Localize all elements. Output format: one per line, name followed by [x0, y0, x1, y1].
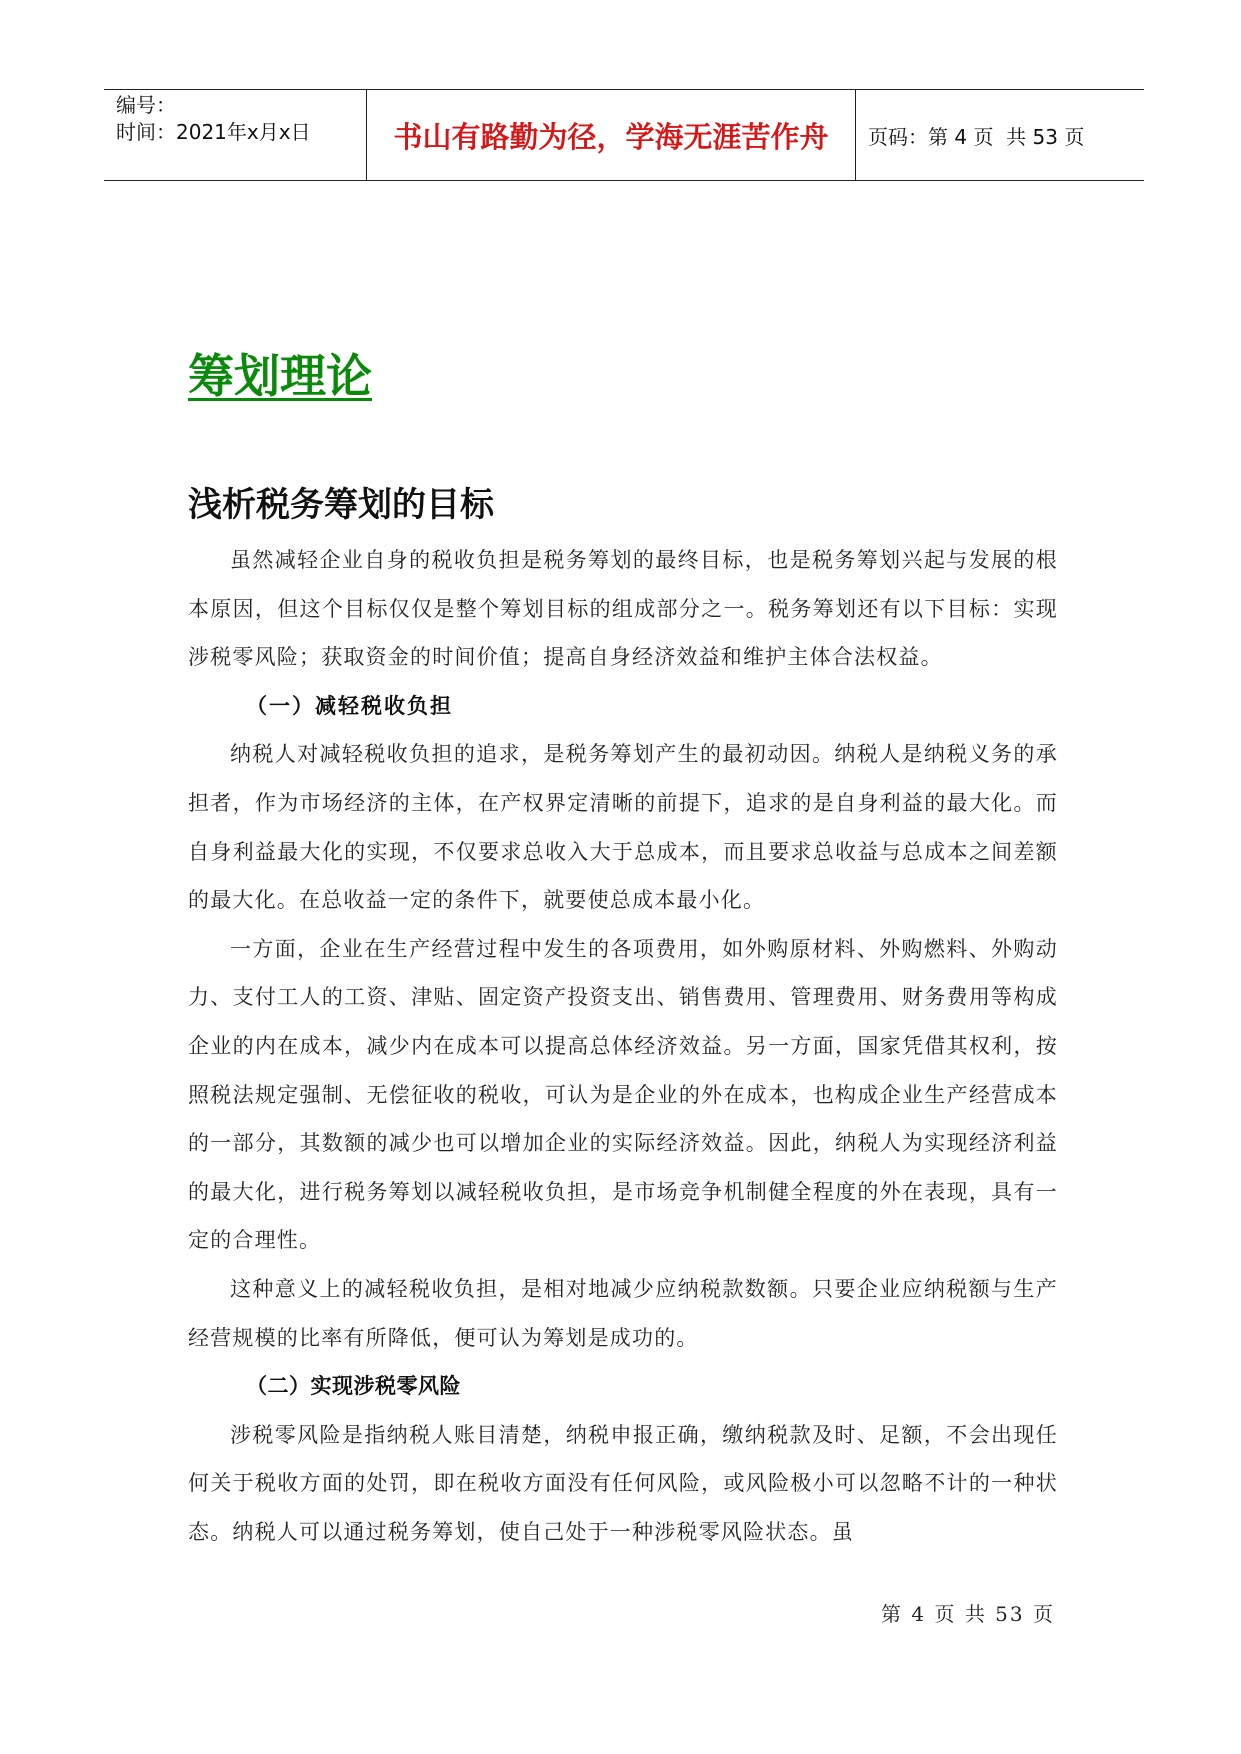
subheading-reduce-tax-burden: （一）减轻税收负担 [246, 693, 453, 718]
document-time-label: 时间：2021年x月x日 [116, 120, 311, 144]
header-motto: 书山有路勤为径，学海无涯苦作舟 [367, 90, 856, 180]
document-number-label: 编号： [116, 93, 176, 117]
article-body [188, 536, 1058, 1556]
header-right-cell [856, 90, 1144, 180]
header-page-label: 页码：第 4 页 共 53 页 [868, 124, 1085, 149]
section-title: 筹划理论 [188, 349, 372, 403]
page-header [104, 89, 1144, 181]
paragraph: 涉税零风险是指纳税人账目清楚，纳税申报正确，缴纳税款及时、足额，不会出现任何关于税收方面的处罚，即在税收方面没有任何风险，或风险极小可以忽略不计的一种状态。纳税人可以通过税务筹划，使自己处于一种涉税零风险状态。虽 [188, 1422, 1058, 1544]
subheading-zero-tax-risk: （二）实现涉税零风险 [246, 1374, 461, 1399]
paragraph: 这种意义上的减轻税收负担，是相对地减少应纳税款数额。只要企业应纳税额与生产经营规模的比率有所降低，便可认为筹划是成功的。 [188, 1276, 1058, 1350]
paragraph: 一方面，企业在生产经营过程中发生的各项费用，如外购原材料、外购燃料、外购动力、支付工人的工资、津贴、固定资产投资支出、销售费用、管理费用、财务费用等构成企业的内在成本，减少内在成本可以提高总体经济效益。另一方面，国家凭借其权利，按照税法规定强制、无偿征收的税收，可认为是企业的外在成本，也构成企业生产经营成本的一部分，其数额的减少也可以增加企业的实际经济效益。因此，纳税人为实现经济利益的最大化，进行税务筹划以减轻税收负担，是市场竞争机制健全程度的外在表现，具有一定的合理性。 [188, 936, 1058, 1253]
paragraph: 纳税人对减轻税收负担的追求，是税务筹划产生的最初动因。纳税人是纳税义务的承担者，作为市场经济的主体，在产权界定清晰的前提下，追求的是自身利益的最大化。而自身利益最大化的实现，不仅要求总收入大于总成本，而且要求总收益与总成本之间差额的最大化。在总收益一定的条件下，就要使总成本最小化。 [188, 742, 1058, 913]
page-footer: 第 4 页 共 53 页 [881, 1602, 1055, 1626]
article-title: 浅析税务筹划的目标 [188, 485, 494, 525]
paragraph-intro: 虽然减轻企业自身的税收负担是税务筹划的最终目标，也是税务筹划兴起与发展的根本原因，但这个目标仅仅是整个筹划目标的组成部分之一。税务筹划还有以下目标：实现涉税零风险；获取资金的时间价值；提高自身经济效益和维护主体合法权益。 [188, 548, 1058, 670]
header-left-cell [104, 90, 367, 180]
